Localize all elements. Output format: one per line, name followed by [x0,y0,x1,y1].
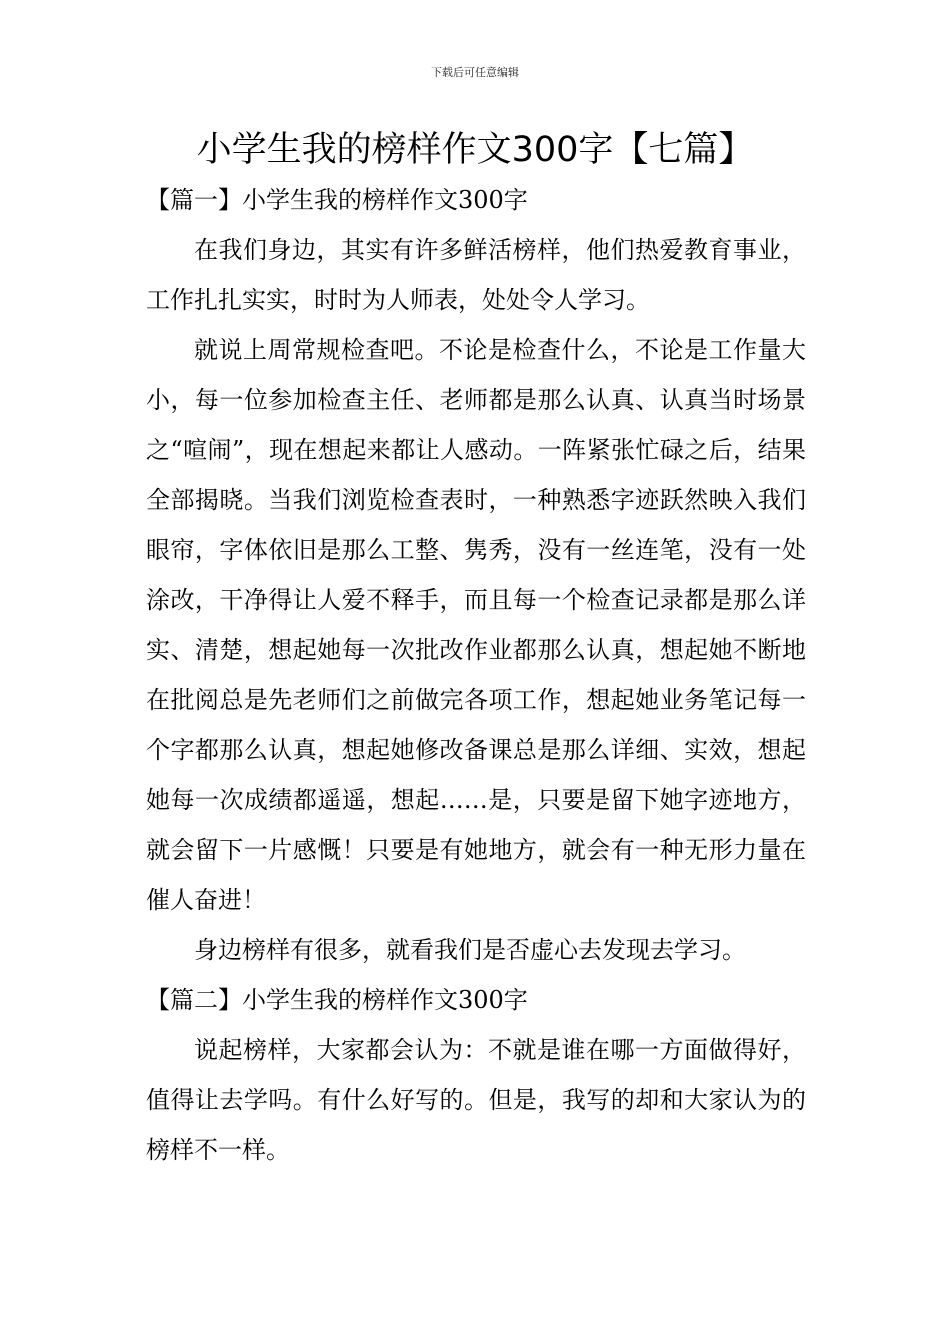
paragraph: 身边榜样有很多，就看我们是否虚心去发现去学习。 [194,936,746,964]
document-body [146,175,806,1175]
paragraph: 说起榜样，大家都会认为：不就是谁在哪一方面做得好，值得让去学吗。有什么好写的。但是，我写的却和大家认为的榜样不一样。 [146,1036,806,1164]
document-title: 小学生我的榜样作文300字【七篇】 [196,130,754,170]
section-2 [146,975,806,1175]
paragraph: 就说上周常规检查吧。不论是检查什么，不论是工作量大小，每一位参加检查主任、老师都是那么认真、认真当时场景之“喧闹”，现在想起来都让人感动。一阵紧张忙碌之后，结果全部揭晓。当我们浏览检查表时，一种熟悉字迹跃然映入我们眼帘，字体依旧是那么工整、隽秀，没有一丝连笔，没有一处涂改，干净得让人爱不释手，而且每一个检查记录都是那么详实、清楚，想起她每一次批改作业都那么认真，想起她不断地在批阅总是先老师们之前做完各项工作，想起她业务笔记每一个字都那么认真，想起她修改备课总是那么详细、实效，想起她每一次成绩都遥遥，想起……是，只要是留下她字迹地方，就会留下一片感慨！只要是有她地方，就会有一种无形力量在催人奋进！ [146,336,806,914]
section-heading: 【篇二】小学生我的榜样作文300字 [146,986,528,1014]
page-header-note: 下载后可任意编辑 [431,66,519,79]
section-1 [146,175,806,975]
paragraph: 在我们身边，其实有许多鲜活榜样，他们热爱教育事业，工作扎扎实实，时时为人师表，处处令人学习。 [146,236,806,314]
section-heading: 【篇一】小学生我的榜样作文300字 [146,186,528,214]
